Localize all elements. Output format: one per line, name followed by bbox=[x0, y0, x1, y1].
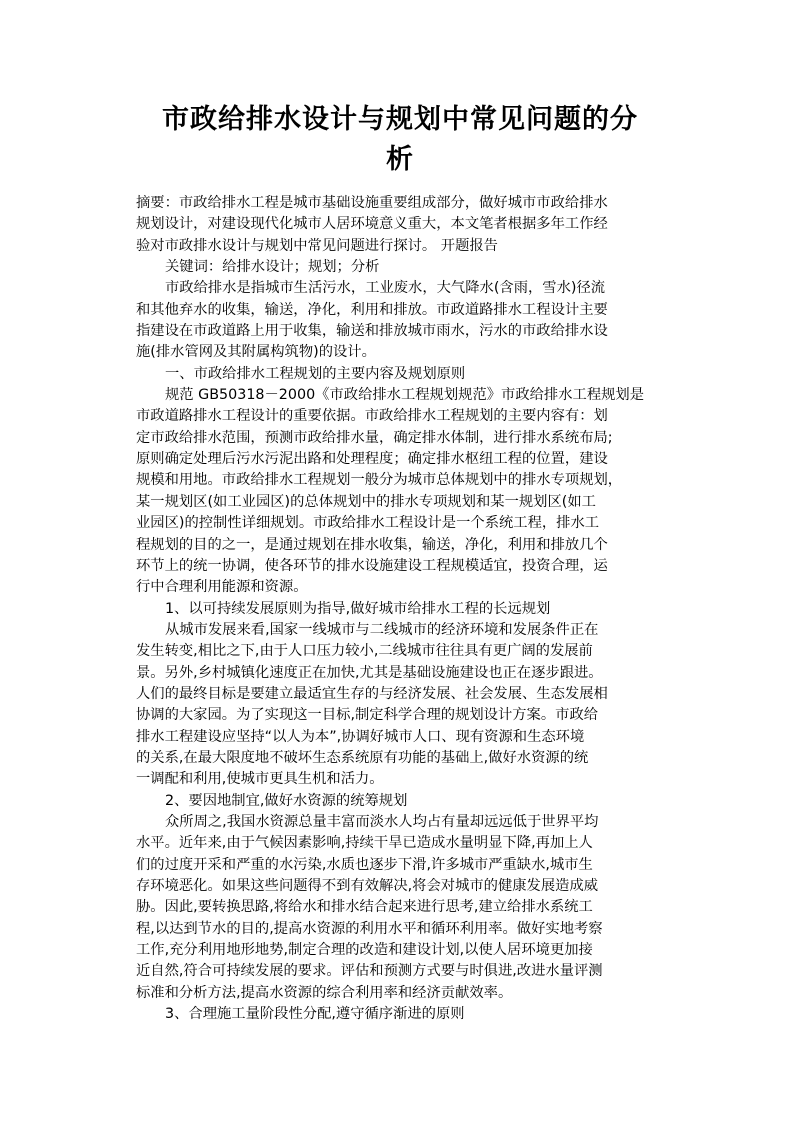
text-line: 摘要：市政给排水工程是城市基础设施重要组成部分，做好城市市政给排水 bbox=[136, 195, 608, 211]
text-line: 市政道路排水工程设计的重要依据。市政给排水工程规划的主要内容有：划 bbox=[136, 408, 608, 425]
document-title bbox=[135, 100, 665, 180]
text-line: 市政给排水是指城市生活污水，工业废水，大气降水(含雨，雪水)径流 bbox=[165, 280, 606, 297]
text-line: 们的过度开采和严重的水污染,水质也逐步下滑,许多城市严重缺水,城市生 bbox=[136, 856, 593, 873]
text-line: 一、市政给排水工程规划的主要内容及规划原则 bbox=[165, 365, 466, 382]
text-line: 和其他弃水的收集，输送，净化，利用和排放。市政道路排水工程设计主要 bbox=[136, 301, 608, 318]
text-line: 规范 GB50318－2000《市政给排水工程规划规范》市政给排水工程规划是 bbox=[165, 387, 645, 404]
text-line: 2、要因地制宜,做好水资源的统筹规划 bbox=[165, 792, 408, 809]
text-line: 近自然,符合可持续发展的要求。评估和预测方式要与时俱进,改进水量评测 bbox=[136, 963, 603, 980]
text-line: 原则确定处理后污水污泥出路和处理程度；确定排水枢纽工程的位置，建设 bbox=[136, 451, 608, 468]
text-line: 业园区)的控制性详细规划。市政给排水工程设计是一个系统工程，排水工 bbox=[136, 515, 600, 532]
document-body bbox=[136, 193, 666, 1025]
text-line: 关键词：给排水设计；规划；分析 bbox=[165, 259, 380, 276]
text-line: 施(排水管网及其附属构筑物)的设计。 bbox=[136, 344, 376, 361]
text-line: 指建设在市政道路上用于收集，输送和排放城市雨水，污水的市政给排水设 bbox=[136, 323, 608, 340]
text-line: 1、以可持续发展原则为指导,做好城市给排水工程的长远规划 bbox=[165, 600, 551, 617]
text-line: 标准和分析方法,提高水资源的综合利用率和经济贡献效率。 bbox=[136, 984, 513, 1001]
text-line: 规模和用地。市政给排水工程规划一般分为城市总体规划中的排水专项规划， bbox=[136, 472, 623, 489]
text-line: 协调的大家园。为了实现这一目标,制定科学合理的规划设计方案。市政给 bbox=[136, 707, 599, 724]
text-line: 的关系,在最大限度地不破坏生态系统原有功能的基础上,做好水资源的统 bbox=[136, 749, 589, 766]
text-line: 工作,充分利用地形地势,制定合理的改造和建设计划,以使人居环境更加接 bbox=[136, 942, 593, 959]
text-line: 水平。近年来,由于气候因素影响,持续干旱已造成水量明显下降,再加上人 bbox=[136, 835, 593, 852]
text-line: 胁。因此,要转换思路,将给水和排水结合起来进行思考,建立给排水系统工 bbox=[136, 899, 593, 916]
text-line: 景。另外,乡村城镇化速度正在加快,尤其是基础设施建设也正在逐步跟进。 bbox=[136, 664, 603, 681]
text-line: 排水工程建设应坚持“以人为本”,协调好城市人口、现有资源和生态环境 bbox=[136, 728, 585, 745]
text-line: 规划设计，对建设现代化城市人居环境意义重大，本文笔者根据多年工作经 bbox=[136, 216, 608, 233]
text-line: 程规划的目的之一，是通过规划在排水收集，输送，净化，利用和排放几个 bbox=[136, 536, 608, 553]
text-line: 环节上的统一协调，使各环节的排水设施建设工程规模适宜，投资合理，运 bbox=[136, 557, 608, 574]
text-line: 发生转变,相比之下,由于人口压力较小,二线城市往往具有更广阔的发展前 bbox=[136, 643, 593, 660]
text-line: 3、合理施工量阶段性分配,遵守循序渐进的原则 bbox=[165, 1006, 465, 1023]
title-line: 市政给排水设计与规划中常见问题的分 bbox=[162, 104, 638, 135]
text-line: 定市政给排水范围，预测市政给排水量，确定排水体制，进行排水系统布局; bbox=[136, 429, 613, 446]
text-line: 人们的最终目标是要建立最适宜生存的与经济发展、社会发展、生态发展相 bbox=[136, 685, 608, 702]
text-line: 众所周之,我国水资源总量丰富而淡水人均占有量却远远低于世界平均 bbox=[165, 813, 599, 830]
text-line: 行中合理利用能源和资源。 bbox=[136, 579, 308, 596]
text-line: 从城市发展来看,国家一线城市与二线城市的经济环境和发展条件正在 bbox=[165, 621, 599, 638]
text-line: 某一规划区(如工业园区)的总体规划中的排水专项规划和某一规划区(如工 bbox=[136, 493, 596, 510]
text-line: 程,以达到节水的目的,提高水资源的利用水平和循环利用率。做好实地考察 bbox=[136, 920, 603, 937]
title-line: 析 bbox=[386, 144, 414, 175]
text-line: 验对市政排水设计与规划中常见问题进行探讨。 开题报告 bbox=[136, 237, 498, 254]
text-line: 一调配和利用,使城市更具生机和活力。 bbox=[136, 771, 384, 788]
text-line: 存环境恶化。如果这些问题得不到有效解决,将会对城市的健康发展造成威 bbox=[136, 878, 599, 894]
